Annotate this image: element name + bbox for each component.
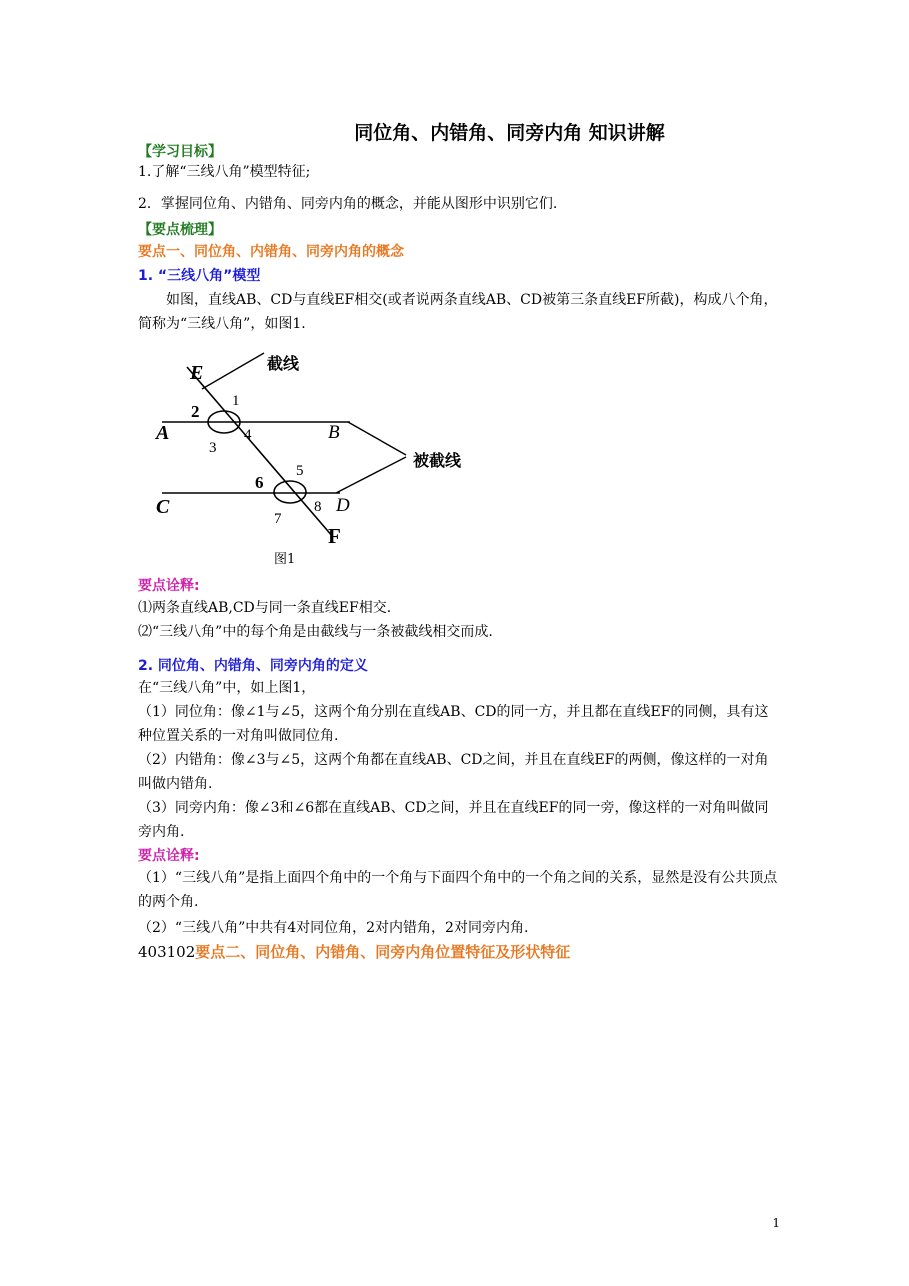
page-number: 1 <box>772 1216 780 1230</box>
angle-5: 5 <box>296 463 304 479</box>
goal-item-2: 2．掌握同位角、内错角、同旁内角的概念，并能从图形中识别它们. <box>138 196 558 212</box>
sub2-intro: 在“三线八角”中，如上图1， <box>138 680 316 696</box>
label-d: D <box>336 495 350 516</box>
point2-heading: 要点二、同位角、内错角、同旁内角位置特征及形状特征 <box>195 943 571 961</box>
angle-circle-bottom <box>274 481 306 503</box>
angle-6: 6 <box>255 473 264 492</box>
angle-3: 3 <box>209 440 217 456</box>
label-cut-line: 截线 <box>267 354 300 373</box>
note2-heading: 要点诠释: <box>138 848 200 864</box>
pointer-ab <box>348 422 406 455</box>
label-c: C <box>156 496 170 518</box>
angle-8: 8 <box>314 499 322 515</box>
label-a: A <box>156 422 170 444</box>
goal-item-1: 1.了解“三线八角”模型特征; <box>138 164 311 180</box>
pointer-cut <box>202 353 264 389</box>
point1-heading: 要点一、同位角、内错角、同旁内角的概念 <box>138 244 404 260</box>
note2-item-1: （1）“三线八角”是指上面四个角中的一个角与下面四个角中的一个角之间的关系，显然是没有公共顶点的两个角. <box>138 870 778 910</box>
point2-line <box>138 942 570 962</box>
label-f: F <box>328 524 341 548</box>
note1-item-2: ⑵“三线八角”中的每个角是由截线与一条被截线相交而成. <box>138 624 493 640</box>
angle-4: 4 <box>244 427 252 443</box>
three-lines-eight-angles-figure <box>150 345 480 550</box>
definition-same-side: （3）同旁内角：像∠3和∠6都在直线AB、CD之间，并且在直线EF的同一旁，像这样的一对角叫做同旁内角. <box>138 800 769 840</box>
angle-2: 2 <box>191 402 200 421</box>
points-heading: 【要点梳理】 <box>138 222 222 238</box>
note1-heading: 要点诠释: <box>138 578 200 594</box>
point2-code: 403102 <box>138 943 196 961</box>
pointer-cd <box>336 457 406 493</box>
sub2-heading: 2. 同位角、内错角、同旁内角的定义 <box>138 658 368 674</box>
label-cut-lines: 被截线 <box>413 451 462 470</box>
label-e: E <box>190 362 204 384</box>
label-b: B <box>328 422 340 443</box>
angle-7: 7 <box>274 511 282 527</box>
note1-item-1: ⑴两条直线AB,CD与同一条直线EF相交. <box>138 600 392 616</box>
sub1-paragraph: 如图，直线AB、CD与直线EF相交(或者说两条直线AB、CD被第三条直线EF所截)，构成八个角，简称为“三线八角”，如图1. <box>138 292 778 332</box>
sub1-heading: 1. “三线八角”模型 <box>138 268 261 284</box>
definition-alternate: （2）内错角：像∠3与∠5，这两个角都在直线AB、CD之间，并且在直线EF的两侧，像这样的一对角叫做内错角. <box>138 752 769 792</box>
goals-heading: 【学习目标】 <box>138 144 222 160</box>
angle-1: 1 <box>232 393 240 409</box>
note2-item-2: （2）“三线八角”中共有4对同位角，2对内错角，2对同旁内角. <box>138 920 529 936</box>
page-title: 同位角、内错角、同旁内角 知识讲解 <box>354 122 665 144</box>
figure-caption: 图1 <box>274 552 296 567</box>
definition-corresponding: （1）同位角：像∠1与∠5，这两个角分别在直线AB、CD的同一方，并且都在直线EF的同侧，具有这种位置关系的一对角叫做同位角. <box>138 704 769 744</box>
